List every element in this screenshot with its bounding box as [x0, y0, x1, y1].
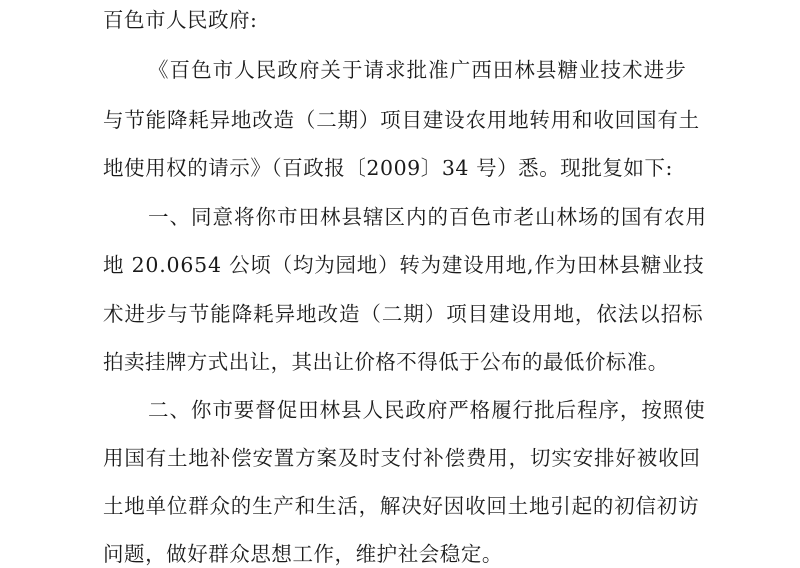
- paragraph-intro-line-3: 地使用权的请示》（百政报〔2009〕34 号）悉。现批复如下:: [103, 156, 673, 180]
- paragraph-item-1-line-3: 术进步与节能降耗异地改造（二期）项目建设用地，依法以招标: [103, 302, 704, 326]
- paragraph-intro-line-1: 《百色市人民政府关于请求批准广西田林县糖业技术进步: [148, 58, 687, 82]
- paragraph-item-1-line-4: 拍卖挂牌方式出让，其出让价格不得低于公布的最低价标准。: [103, 350, 669, 374]
- addressee: 百色市人民政府:: [103, 8, 258, 32]
- paragraph-item-2-line-3: 土地单位群众的生产和生活，解决好因收回土地引起的初信初访: [103, 494, 700, 518]
- paragraph-item-2-line-2: 用国有土地补偿安置方案及时支付补偿费用，切实安排好被收回: [103, 446, 701, 470]
- paragraph-item-1-line-2: 地 20.0654 公顷（均为园地）转为建设用地,作为田林县糖业技: [103, 253, 705, 277]
- paragraph-item-1-line-1: 一、同意将你市田林县辖区内的百色市老山林场的国有农用: [148, 205, 707, 229]
- paragraph-item-2-line-1: 二、你市要督促田林县人民政府严格履行批后程序，按照使: [148, 398, 706, 422]
- paragraph-intro-line-2: 与节能降耗异地改造（二期）项目建设农用地转用和收回国有土: [103, 108, 700, 132]
- paragraph-item-2-line-4: 问题，做好群众思想工作，维护社会稳定。: [103, 542, 503, 566]
